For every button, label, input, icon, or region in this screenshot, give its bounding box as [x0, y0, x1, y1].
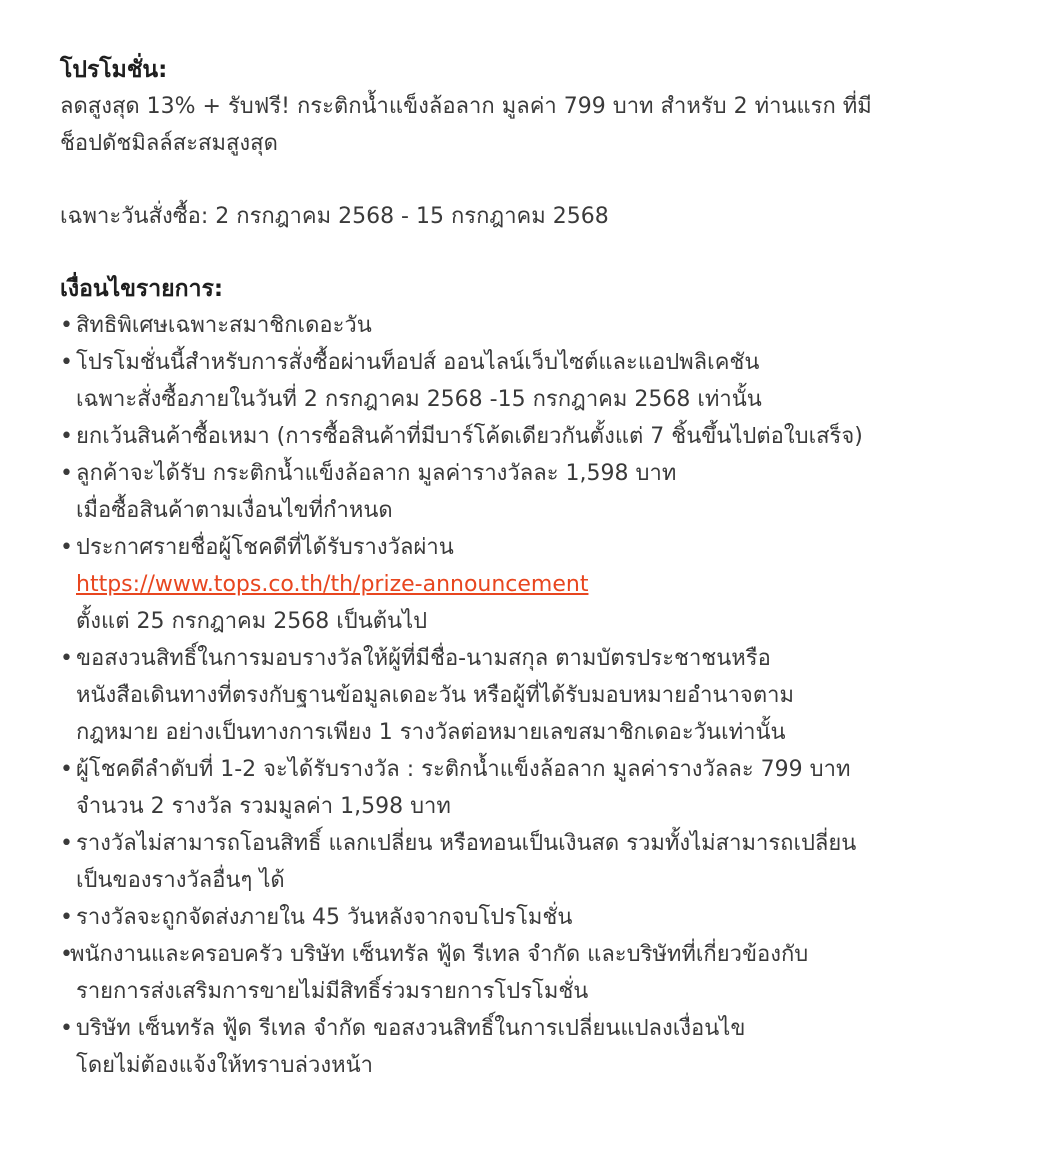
term-line: จำนวน 2 รางวัล รวมมูลค่า 1,598 บาท: [76, 794, 451, 819]
term-line: เฉพาะสั่งซื้อภายในวันที่ 2 กรกฎาคม 2568 -15 กรกฎาคม 2568 เท่านั้น: [76, 387, 762, 412]
terms-list-item: [60, 307, 990, 344]
term-line: บริษัท เซ็นทรัล ฟู้ด รีเทล จำกัด ขอสงวนสิทธิ์ในการเปลี่ยนแปลงเงื่อนไข: [76, 1016, 746, 1041]
term-line: โปรโมชั่นนี้สำหรับการสั่งซื้อผ่านท็อปส์ ออนไลน์เว็บไซต์และแอปพลิเคชัน: [76, 350, 760, 375]
term-line: ยกเว้นสินค้าซื้อเหมา (การซื้อสินค้าที่มีบาร์โค้ดเดียวกันตั้งแต่ 7 ชิ้นขึ้นไปต่อใบเสร็จ): [76, 424, 863, 449]
spacer: [60, 235, 990, 271]
bullet: •: [60, 942, 73, 967]
term-line: เป็นของรางวัลอื่นๆ ได้: [76, 868, 285, 893]
term-line: พนักงานและครอบครัว บริษัท เซ็นทรัล ฟู้ด รีเทล จำกัด และบริษัทที่เกี่ยวข้องกับ: [70, 942, 809, 967]
bullet: •: [60, 757, 73, 782]
term-line: สิทธิพิเศษเฉพาะสมาชิกเดอะวัน: [76, 313, 372, 338]
promotion-description-line: ช็อปดัชมิลล์สะสมสูงสุด: [60, 131, 278, 156]
bullet: •: [60, 905, 73, 930]
terms-list: [60, 307, 990, 1084]
terms-list-item: [60, 936, 990, 1010]
term-line: ประกาศรายชื่อผู้โชคดีที่ได้รับรางวัลผ่าน: [76, 535, 454, 560]
bullet: •: [60, 535, 73, 560]
terms-list-item: [60, 1010, 990, 1084]
term-line: ผู้โชคดีลำดับที่ 1-2 จะได้รับรางวัล : ระติกน้ำแข็งล้อลาก มูลค่ารางวัลละ 799 บาท: [76, 757, 851, 782]
spacer: [60, 162, 990, 198]
term-line: รางวัลจะถูกจัดส่งภายใน 45 วันหลังจากจบโปรโมชั่น: [76, 905, 573, 930]
bullet: •: [60, 350, 73, 375]
terms-list-item: [60, 418, 990, 455]
bullet: •: [60, 831, 73, 856]
bullet: •: [60, 424, 73, 449]
terms-heading: เงื่อนไขรายการ:: [60, 276, 224, 302]
terms-list-item: [60, 640, 990, 751]
promotion-heading: โปรโมชั่น:: [60, 57, 168, 83]
terms-list-item: [60, 455, 990, 529]
prize-announcement-link[interactable]: https://www.tops.co.th/th/prize-announcement: [76, 572, 589, 597]
bullet: •: [60, 646, 73, 671]
term-line: ลูกค้าจะได้รับ กระติกน้ำแข็งล้อลาก มูลค่ารางวัลละ 1,598 บาท: [76, 461, 677, 486]
term-line: รางวัลไม่สามารถโอนสิทธิ์ แลกเปลี่ยน หรือทอนเป็นเงินสด รวมทั้งไม่สามารถเปลี่ยน: [76, 831, 857, 856]
terms-list-item: [60, 899, 990, 936]
term-line: โดยไม่ต้องแจ้งให้ทราบล่วงหน้า: [76, 1053, 373, 1078]
term-line: หนังสือเดินทางที่ตรงกับฐานข้อมูลเดอะวัน หรือผู้ที่ได้รับมอบหมายอำนาจตาม: [76, 683, 794, 708]
bullet: •: [60, 1016, 73, 1041]
bullet: •: [60, 461, 73, 486]
terms-list-item: [60, 751, 990, 825]
term-line: ขอสงวนสิทธิ์ในการมอบรางวัลให้ผู้ที่มีชื่อ-นามสกุล ตามบัตรประชาชนหรือ: [76, 646, 771, 671]
promotion-description-line: ลดสูงสุด 13% + รับฟรี! กระติกน้ำแข็งล้อลาก มูลค่า 799 บาท สำหรับ 2 ท่านแรก ที่มี: [60, 94, 872, 119]
promotion-description: [60, 88, 990, 162]
term-line: ตั้งแต่ 25 กรกฎาคม 2568 เป็นต้นไป: [76, 609, 428, 634]
term-line: กฎหมาย อย่างเป็นทางการเพียง 1 รางวัลต่อหมายเลขสมาชิกเดอะวันเท่านั้น: [76, 720, 786, 745]
terms-list-item: [60, 344, 990, 418]
bullet: •: [60, 313, 73, 338]
terms-list-item: [60, 825, 990, 899]
terms-list-item: [60, 529, 990, 640]
term-line: รายการส่งเสริมการขายไม่มีสิทธิ์ร่วมรายการโปรโมชั่น: [76, 979, 589, 1004]
term-line: เมื่อซื้อสินค้าตามเงื่อนไขที่กำหนด: [76, 498, 393, 523]
promotion-period: เฉพาะวันสั่งซื้อ: 2 กรกฎาคม 2568 - 15 กรกฎาคม 2568: [60, 204, 609, 229]
